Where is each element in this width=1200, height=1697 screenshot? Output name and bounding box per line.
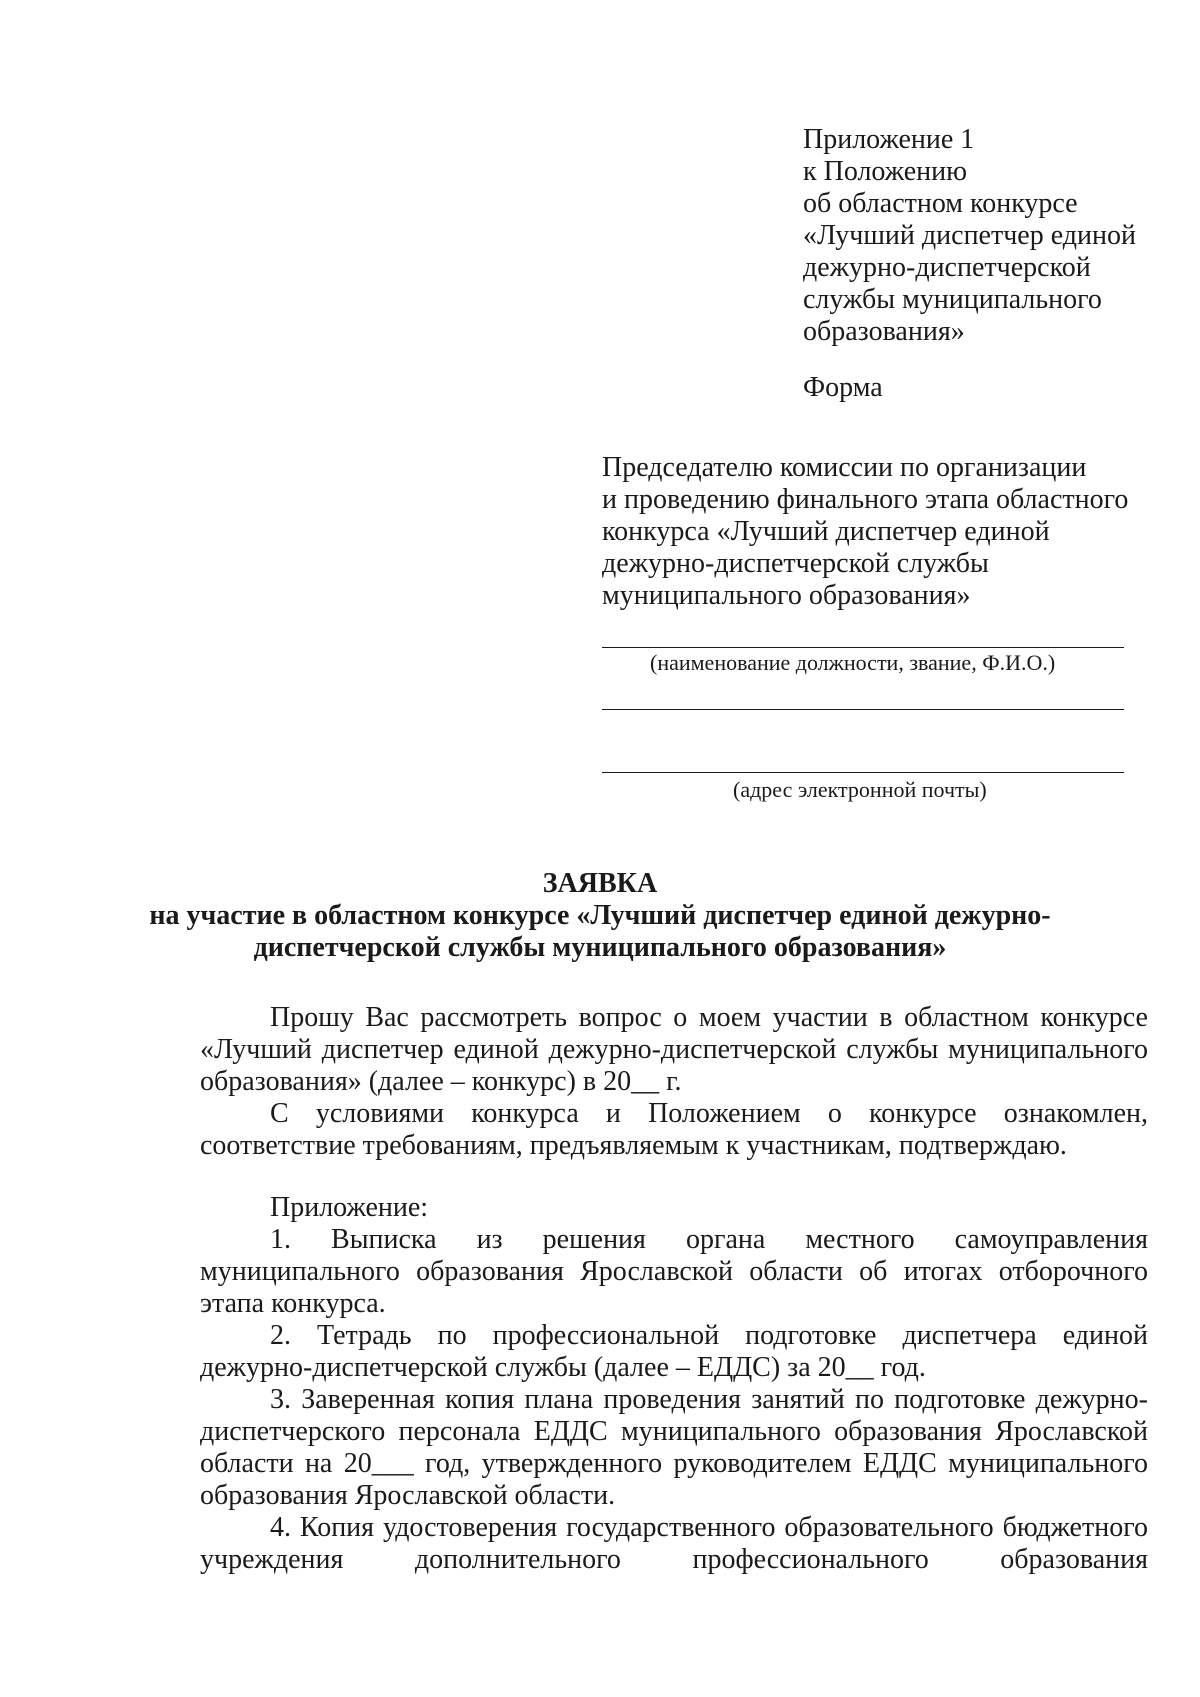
title-subtitle-line: на участие в областном конкурсе «Лучший диспетчер единой дежурно- xyxy=(149,900,1051,931)
addressee-line: Председателю комиссии по организации xyxy=(602,452,1087,483)
appendix-line: Приложение 1 xyxy=(803,124,975,155)
application-title xyxy=(0,868,1200,964)
attachment-item: 1. Выписка из решения органа местного самоуправления муниципального образования Ярославской области об итогах отборочного этапа конкурса. xyxy=(200,1224,1148,1319)
position-fill-line xyxy=(602,647,1124,648)
title-heading: ЗАЯВКА xyxy=(542,868,658,899)
addressee-line: дежурно-диспетчерской службы xyxy=(602,548,989,579)
attachment-item: 2. Тетрадь по профессиональной подготовке диспетчера единой дежурно-диспетчерской службы (далее – ЕДДС) за 20__ год. xyxy=(200,1320,1148,1383)
attachments-label: Приложение: xyxy=(270,1192,429,1223)
request-paragraph: Прошу Вас рассмотреть вопрос о моем участии в областном конкурсе «Лучший диспетчер единой дежурно-диспетчерской службы муниципального образования» (далее – конкурс) в 20__ г. xyxy=(200,1002,1148,1097)
appendix-line: к Положению xyxy=(803,156,968,187)
appendix-header xyxy=(803,124,1183,404)
appendix-line: об областном конкурсе xyxy=(803,188,1078,219)
appendix-line: службы муниципального xyxy=(803,284,1102,315)
appendix-line: «Лучший диспетчер единой xyxy=(803,220,1136,251)
email-caption: (адрес электронной почты) xyxy=(733,777,987,802)
form-label: Форма xyxy=(803,372,883,403)
addressee-line: муниципального образования» xyxy=(602,580,971,611)
title-subtitle-line: диспетчерской службы муниципального образования» xyxy=(253,932,947,963)
addressee-block xyxy=(602,452,1162,612)
appendix-line: образования» xyxy=(803,316,965,347)
appendix-line: дежурно-диспетчерской xyxy=(803,252,1091,283)
extra-fill-line xyxy=(602,709,1124,710)
addressee-line: конкурса «Лучший диспетчер единой xyxy=(602,516,1050,547)
application-body xyxy=(200,1002,1148,1576)
position-caption: (наименование должности, звание, Ф.И.О.) xyxy=(650,650,1056,675)
acknowledgement-paragraph: С условиями конкурса и Положением о конкурсе ознакомлен, соответствие требованиям, предъявляемым к участникам, подтверждаю. xyxy=(200,1098,1148,1161)
addressee-line: и проведению финального этапа областного xyxy=(602,484,1129,515)
email-fill-line xyxy=(602,772,1124,773)
attachment-item: 4. Копия удостоверения государственного образовательного бюджетного учреждения дополнительного профессионального образования xyxy=(200,1512,1148,1575)
attachment-item: 3. Заверенная копия плана проведения занятий по подготовке дежурно-диспетчерского персонала ЕДДС муниципального образования Ярославской области на 20___ год, утвержденного руководителем ЕДДС муниципального образования Ярославской области. xyxy=(200,1384,1148,1511)
